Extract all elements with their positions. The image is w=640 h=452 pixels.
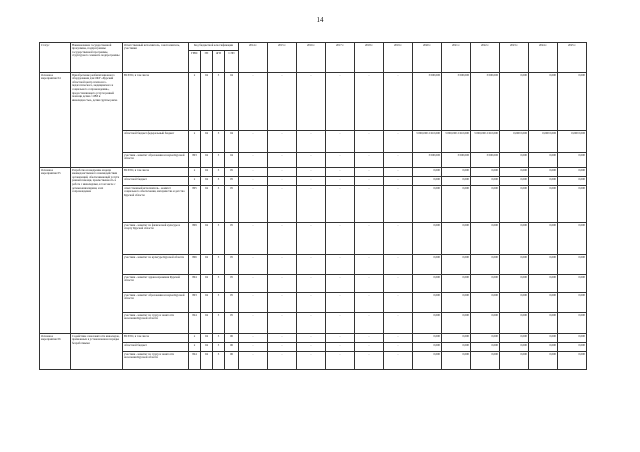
value-cell: 0,000: [442, 255, 471, 275]
table-row: [40, 313, 587, 334]
table-row: [40, 334, 587, 343]
code-cell: 05: [225, 177, 239, 186]
header-year: 2025 г.: [558, 43, 587, 73]
code-cell: 3: [213, 334, 225, 343]
value-cell: -: [268, 293, 297, 313]
value-cell: 0,000: [558, 153, 587, 168]
value-cell: 0,000: [413, 186, 442, 223]
code-cell: 05: [225, 223, 239, 255]
table-row: [40, 275, 587, 293]
value-cell: 0,000: [471, 313, 500, 334]
value-cell: 0,000: [500, 334, 529, 343]
value-cell: -: [355, 313, 384, 334]
value-cell: -: [297, 223, 326, 255]
value-cell: 0,000: [558, 293, 587, 313]
value-cell: 0,000: [529, 343, 558, 352]
budget-table: [39, 42, 587, 370]
value-cell: -: [239, 343, 268, 352]
executor-cell: ответственный исполнитель - комитет социального обеспечения, материнства и детства Курской области: [123, 186, 189, 223]
value-cell: 0,000: [413, 334, 442, 343]
value-cell: 0,000: [558, 255, 587, 275]
value-cell: -: [239, 153, 268, 168]
code-cell: 06: [225, 352, 239, 370]
header-name: Наименование государственной программы, подпрограммы государственной программы, структурного элемента подпрограммы: [71, 43, 123, 73]
value-cell: 0,000: [558, 343, 587, 352]
value-cell: 0,000: [442, 186, 471, 223]
value-cell: -: [384, 153, 413, 168]
value-cell: -: [268, 223, 297, 255]
value-cell: 0,000: [471, 223, 500, 255]
header-year: 2017 г.: [326, 43, 355, 73]
value-cell: 0,000: [471, 293, 500, 313]
header-status: Статус: [40, 43, 71, 73]
value-cell: -: [355, 73, 384, 131]
value-cell: -: [297, 334, 326, 343]
value-cell: -: [384, 275, 413, 293]
code-cell: 809: [189, 223, 201, 255]
value-cell: 0,000: [558, 168, 587, 177]
code-cell: 04: [201, 73, 213, 131]
value-cell: 0,000: [558, 177, 587, 186]
value-cell: 0,000: [442, 334, 471, 343]
value-cell: -: [268, 275, 297, 293]
value-cell: -: [355, 275, 384, 293]
code-cell: 3: [213, 313, 225, 334]
value-cell: 0,000: [529, 223, 558, 255]
value-cell: 0,000: [442, 223, 471, 255]
value-cell: -: [384, 352, 413, 370]
value-cell: 0,000: [529, 153, 558, 168]
code-cell: 3: [213, 223, 225, 255]
code-cell: 04: [201, 177, 213, 186]
executor-cell: участник - комитет здравоохранения Курской области: [123, 275, 189, 293]
code-cell: 06: [225, 334, 239, 343]
table-row: [40, 73, 587, 131]
value-cell: -: [326, 334, 355, 343]
header-year: 2023 г.: [500, 43, 529, 73]
header-year: 2021 г.: [442, 43, 471, 73]
value-cell: -: [239, 352, 268, 370]
value-cell: -: [297, 343, 326, 352]
header-year: 2022 г.: [471, 43, 500, 73]
header-year: 2015 г.: [268, 43, 297, 73]
value-cell: -: [297, 186, 326, 223]
code-cell: 3: [213, 275, 225, 293]
value-cell: -: [239, 275, 268, 293]
value-cell: 0,000: [500, 223, 529, 255]
header-year: 2024 г.: [529, 43, 558, 73]
code-cell: 04: [225, 153, 239, 168]
header-year: 2016 г.: [297, 43, 326, 73]
code-cell: x: [189, 131, 201, 153]
value-cell: -: [297, 131, 326, 153]
value-cell: -: [355, 186, 384, 223]
header-executor: Ответственный исполнитель, соисполнитель, участники: [123, 43, 189, 73]
value-cell: -: [268, 73, 297, 131]
value-cell: 0,000: [442, 275, 471, 293]
value-cell: 0,000: [413, 255, 442, 275]
value-cell: -: [384, 255, 413, 275]
value-cell: 0,000: [500, 168, 529, 177]
value-cell: 0,000: [529, 334, 558, 343]
table-body: [40, 73, 587, 370]
header-year: 2018 г.: [355, 43, 384, 73]
status-cell: Основное мероприятие 05: [40, 168, 71, 334]
header-year: 2020 г.: [413, 43, 442, 73]
value-cell: 0,000: [413, 313, 442, 334]
value-cell: -: [326, 223, 355, 255]
value-cell: 0,000: [471, 177, 500, 186]
table-row: [40, 186, 587, 223]
value-cell: -: [326, 275, 355, 293]
value-cell: -: [297, 168, 326, 177]
value-cell: 0,000: [471, 186, 500, 223]
value-cell: 0,000: [500, 313, 529, 334]
executor-cell: ВСЕГО, в том числе: [123, 73, 189, 131]
value-cell: -: [239, 168, 268, 177]
value-cell: -: [239, 293, 268, 313]
code-cell: 04: [225, 73, 239, 131]
value-cell: -: [268, 168, 297, 177]
table-row: [40, 153, 587, 168]
value-cell: -: [326, 153, 355, 168]
value-cell: -: [268, 313, 297, 334]
value-cell: -: [268, 343, 297, 352]
value-cell: -: [326, 293, 355, 313]
value-cell: -: [239, 177, 268, 186]
value-cell: -: [384, 343, 413, 352]
value-cell: -: [384, 73, 413, 131]
value-cell: -: [268, 334, 297, 343]
code-cell: 804: [189, 275, 201, 293]
value-cell: 0,000: [558, 313, 587, 334]
value-cell: -: [268, 186, 297, 223]
executor-cell: участник - комитет образования и науки Курской области: [123, 153, 189, 168]
value-cell: 3 000,000: [413, 153, 442, 168]
header-year: 2014 г.: [239, 43, 268, 73]
executor-cell: областной бюджет: [123, 177, 189, 186]
code-cell: 805: [189, 186, 201, 223]
value-cell: -: [239, 223, 268, 255]
value-cell: -: [297, 275, 326, 293]
status-cell: Основное мероприятие 04: [40, 73, 71, 168]
value-cell: 3 000,000: [442, 73, 471, 131]
code-cell: 3: [213, 343, 225, 352]
value-cell: 3 000,000: [471, 153, 500, 168]
value-cell: 0,000: [529, 293, 558, 313]
value-cell: -: [384, 186, 413, 223]
value-cell: -: [355, 334, 384, 343]
value-cell: 0,000: [442, 313, 471, 334]
value-cell: -: [239, 73, 268, 131]
value-cell: -: [384, 131, 413, 153]
executor-cell: участник - комитет по культуре Курской области: [123, 255, 189, 275]
value-cell: 0,000: [413, 275, 442, 293]
value-cell: 0,000: [558, 186, 587, 223]
header-year: 2019 г.: [384, 43, 413, 73]
value-cell: -: [384, 223, 413, 255]
value-cell: -: [384, 293, 413, 313]
code-cell: 3: [213, 131, 225, 153]
table-row: [40, 352, 587, 370]
code-cell: 05: [225, 255, 239, 275]
code-cell: x: [189, 334, 201, 343]
value-cell: 3 000,000 2 610,000: [442, 131, 471, 153]
code-cell: 04: [201, 334, 213, 343]
value-cell: 0,000: [529, 73, 558, 131]
executor-cell: участник - комитет образования и науки Курской области: [123, 293, 189, 313]
code-cell: 04: [201, 255, 213, 275]
code-cell: 803: [189, 153, 201, 168]
code-cell: 824: [189, 352, 201, 370]
value-cell: 0,000: [529, 275, 558, 293]
value-cell: -: [326, 352, 355, 370]
value-cell: -: [297, 293, 326, 313]
code-cell: x: [189, 343, 201, 352]
table-row: [40, 177, 587, 186]
header-code-pgp: пГП: [213, 51, 225, 73]
value-cell: 3 000,000 2 610,000: [471, 131, 500, 153]
code-cell: 04: [201, 186, 213, 223]
code-cell: 04: [201, 131, 213, 153]
value-cell: 0,000 0,000: [529, 131, 558, 153]
value-cell: -: [326, 177, 355, 186]
code-cell: 3: [213, 255, 225, 275]
value-cell: -: [326, 186, 355, 223]
value-cell: 0,000: [558, 334, 587, 343]
value-cell: -: [355, 223, 384, 255]
value-cell: -: [355, 168, 384, 177]
value-cell: -: [384, 168, 413, 177]
executor-cell: участник - комитет по физической культуре и спорту Курской области: [123, 223, 189, 255]
code-cell: x: [189, 177, 201, 186]
code-cell: 3: [213, 186, 225, 223]
table-row: [40, 168, 587, 177]
header-code-sep: СЭП: [225, 51, 239, 73]
code-cell: 3: [213, 293, 225, 313]
value-cell: 0,000: [500, 352, 529, 370]
value-cell: -: [326, 131, 355, 153]
code-cell: 3: [213, 352, 225, 370]
code-cell: 05: [225, 313, 239, 334]
value-cell: -: [326, 168, 355, 177]
code-cell: 04: [201, 352, 213, 370]
value-cell: 0,000 0,000: [500, 131, 529, 153]
status-cell: Основное мероприятие 06: [40, 334, 71, 370]
value-cell: 0,000: [529, 313, 558, 334]
code-cell: 04: [201, 153, 213, 168]
value-cell: 0,000: [529, 177, 558, 186]
value-cell: 0,000: [471, 334, 500, 343]
value-cell: -: [297, 177, 326, 186]
value-cell: -: [355, 177, 384, 186]
value-cell: -: [268, 131, 297, 153]
value-cell: 0,000 0,000: [558, 131, 587, 153]
value-cell: 3 000,000: [413, 73, 442, 131]
code-cell: x: [189, 168, 201, 177]
value-cell: -: [268, 255, 297, 275]
value-cell: -: [268, 352, 297, 370]
value-cell: 0,000: [413, 223, 442, 255]
value-cell: 0,000: [471, 255, 500, 275]
value-cell: 0,000: [413, 343, 442, 352]
value-cell: -: [239, 186, 268, 223]
value-cell: 0,000: [442, 177, 471, 186]
table-row: [40, 293, 587, 313]
value-cell: 0,000: [471, 275, 500, 293]
value-cell: -: [239, 313, 268, 334]
executor-cell: ВСЕГО, в том числе: [123, 168, 189, 177]
value-cell: 0,000: [500, 73, 529, 131]
code-cell: 3: [213, 73, 225, 131]
value-cell: -: [355, 255, 384, 275]
value-cell: -: [326, 313, 355, 334]
page-number: 14: [316, 16, 324, 24]
code-cell: 05: [225, 168, 239, 177]
value-cell: 0,000: [442, 343, 471, 352]
value-cell: -: [297, 352, 326, 370]
value-cell: 0,000: [471, 352, 500, 370]
value-cell: 0,000: [442, 352, 471, 370]
code-cell: 04: [225, 131, 239, 153]
code-cell: 04: [201, 223, 213, 255]
value-cell: 0,000: [413, 293, 442, 313]
code-cell: 3: [213, 168, 225, 177]
value-cell: -: [297, 153, 326, 168]
value-cell: 0,000: [529, 186, 558, 223]
value-cell: 0,000: [413, 352, 442, 370]
header-code-grbs: ГРБС: [189, 51, 201, 73]
value-cell: 0,000: [529, 352, 558, 370]
executor-cell: областной бюджет: [123, 343, 189, 352]
code-cell: 803: [189, 293, 201, 313]
header-code-gp: ГП: [201, 51, 213, 73]
table-row: [40, 223, 587, 255]
value-cell: 0,000: [500, 186, 529, 223]
value-cell: 0,000: [558, 275, 587, 293]
value-cell: 0,000: [442, 168, 471, 177]
code-cell: 05: [225, 293, 239, 313]
table-row: [40, 343, 587, 352]
code-cell: 05: [225, 275, 239, 293]
value-cell: 0,000: [500, 177, 529, 186]
code-cell: 06: [225, 343, 239, 352]
value-cell: -: [355, 343, 384, 352]
value-cell: 0,000: [471, 343, 500, 352]
value-cell: 0,000: [529, 255, 558, 275]
value-cell: 0,000: [500, 343, 529, 352]
executor-cell: участник - комитет по труду и занятости населения Курской области: [123, 352, 189, 370]
measure-name-cell: Содействие самозанятости инвалидов, признанных в установленном порядке безработными: [71, 334, 123, 370]
value-cell: -: [326, 255, 355, 275]
code-cell: 806: [189, 255, 201, 275]
value-cell: -: [239, 131, 268, 153]
value-cell: -: [297, 255, 326, 275]
value-cell: -: [355, 293, 384, 313]
value-cell: -: [297, 73, 326, 131]
code-cell: 824: [189, 313, 201, 334]
executor-cell: ВСЕГО, в том числе: [123, 334, 189, 343]
measure-name-cell: Приобретение реабилитационного оборудования для ОКУ «Курский областной центр психолого-педагогического, медицинского и социального сопровождения», предоставляющего услуги ранней помощи детям с ОВЗ и инвалидностью, детям группы риска: [71, 73, 123, 168]
code-cell: x: [189, 73, 201, 131]
value-cell: -: [239, 334, 268, 343]
value-cell: 3 000,000 2 610,000: [413, 131, 442, 153]
table-row: [40, 255, 587, 275]
measure-name-cell: Разработка и внедрение модели межведомственного взаимодействия организаций, обеспечивающей услуги ранней помощи, преемственность в работе с инвалидами, в том числе с детьми-инвалидами, и их сопровождение: [71, 168, 123, 334]
value-cell: 0,000: [558, 223, 587, 255]
value-cell: -: [297, 313, 326, 334]
code-cell: 3: [213, 153, 225, 168]
value-cell: 3 000,000: [471, 73, 500, 131]
value-cell: -: [384, 177, 413, 186]
value-cell: -: [355, 352, 384, 370]
value-cell: -: [326, 73, 355, 131]
value-cell: -: [268, 177, 297, 186]
value-cell: 0,000: [471, 168, 500, 177]
value-cell: 0,000: [558, 352, 587, 370]
value-cell: 0,000: [558, 73, 587, 131]
value-cell: -: [268, 153, 297, 168]
executor-cell: областной бюджет федеральный бюджет: [123, 131, 189, 153]
value-cell: -: [384, 334, 413, 343]
value-cell: 3 000,000: [442, 153, 471, 168]
value-cell: 0,000: [529, 168, 558, 177]
code-cell: 04: [201, 293, 213, 313]
header-budget-code: Код бюджетной классификации: [189, 43, 239, 51]
value-cell: -: [326, 343, 355, 352]
value-cell: 0,000: [500, 255, 529, 275]
code-cell: 3: [213, 177, 225, 186]
value-cell: 0,000: [500, 153, 529, 168]
code-cell: 04: [201, 343, 213, 352]
executor-cell: участник - комитет по труду и занятости населения Курской области: [123, 313, 189, 334]
value-cell: 0,000: [413, 168, 442, 177]
value-cell: -: [355, 153, 384, 168]
table-row: [40, 131, 587, 153]
value-cell: 0,000: [500, 275, 529, 293]
value-cell: -: [384, 313, 413, 334]
code-cell: 04: [201, 313, 213, 334]
value-cell: -: [239, 255, 268, 275]
code-cell: 04: [201, 275, 213, 293]
value-cell: 0,000: [442, 293, 471, 313]
code-cell: 04: [201, 168, 213, 177]
value-cell: 0,000: [500, 293, 529, 313]
value-cell: 0,000: [413, 177, 442, 186]
value-cell: -: [355, 131, 384, 153]
code-cell: 05: [225, 186, 239, 223]
